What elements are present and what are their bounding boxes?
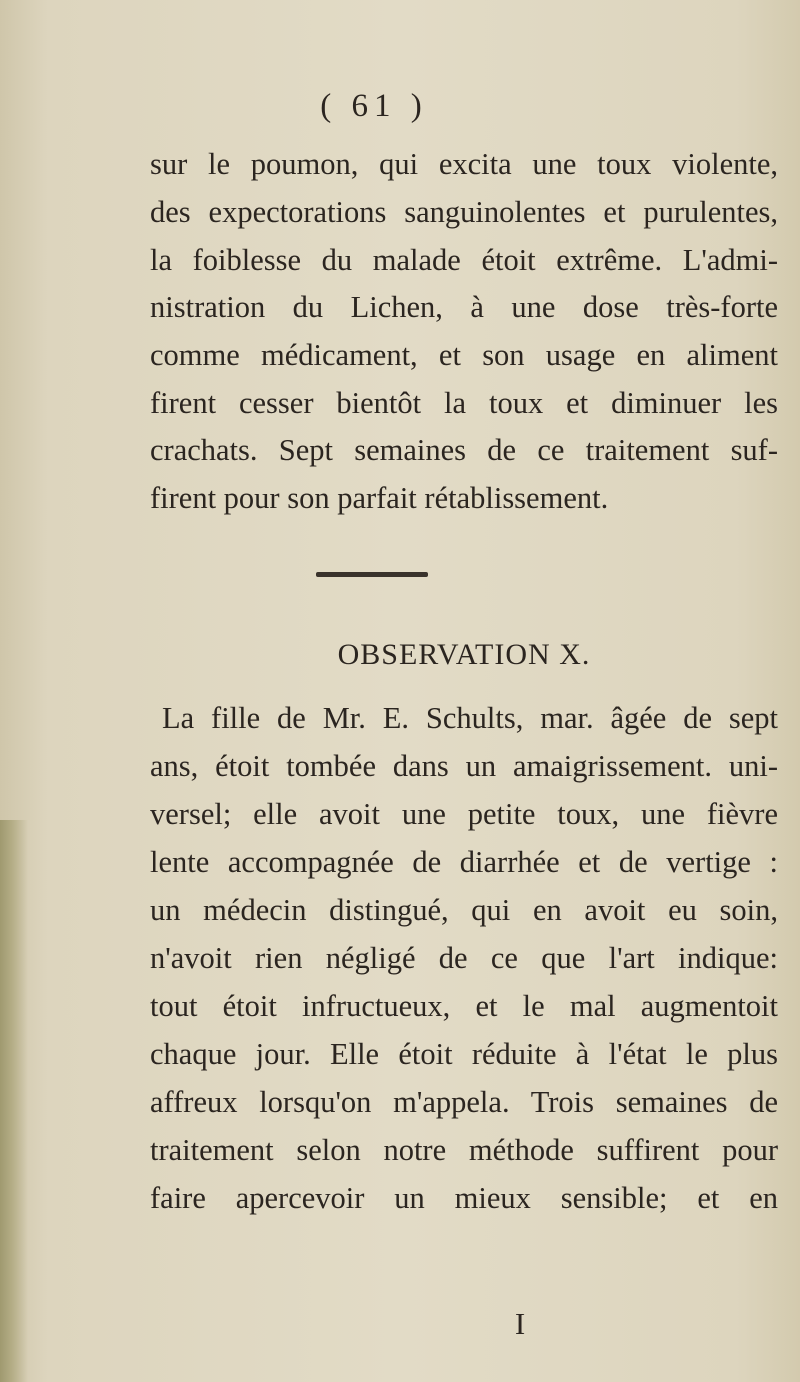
text-line: firent cesser bientôt la toux et diminuer les xyxy=(150,386,778,420)
text-line: des expectorations sanguinolentes et purulentes, xyxy=(150,195,778,229)
text-line: chaque jour. Elle étoit réduite à l'état le plus xyxy=(150,1037,778,1071)
text-line: La fille de Mr. E. Schults, mar. âgée de sept xyxy=(162,701,778,735)
section-heading: OBSERVATION X. xyxy=(337,638,591,671)
page-number: ( 61 ) xyxy=(320,88,428,124)
text-line: comme médicament, et son usage en aliment xyxy=(150,338,778,372)
section-divider xyxy=(316,572,428,577)
text-line: affreux lorsqu'on m'appela. Trois semaines de xyxy=(150,1085,778,1119)
text-line: un médecin distingué, qui en avoit eu soin, xyxy=(150,893,778,927)
text-line: lente accompagnée de diarrhée et de vertige : xyxy=(150,845,778,879)
text-line: traitement selon notre méthode suffirent pour xyxy=(150,1133,778,1167)
text-line: la foiblesse du malade étoit extrême. L'admi- xyxy=(150,243,778,277)
text-line: crachats. Sept semaines de ce traitement suf- xyxy=(150,433,778,467)
text-line: ans, étoit tombée dans un amaigrissement. uni- xyxy=(150,749,778,783)
catchword: I xyxy=(514,1306,526,1341)
text-line: versel; elle avoit une petite toux, une fièvre xyxy=(150,797,778,831)
text-line: nistration du Lichen, à une dose très-forte xyxy=(150,290,778,324)
page-edge-shadow xyxy=(0,820,28,1382)
text-line: n'avoit rien négligé de ce que l'art indique: xyxy=(150,941,778,975)
text-line: faire apercevoir un mieux sensible; et en xyxy=(150,1181,778,1215)
text-line: firent pour son parfait rétablissement. xyxy=(150,481,609,515)
text-line: sur le poumon, qui excita une toux violente, xyxy=(150,147,778,181)
text-line: tout étoit infructueux, et le mal augmentoit xyxy=(150,989,778,1023)
